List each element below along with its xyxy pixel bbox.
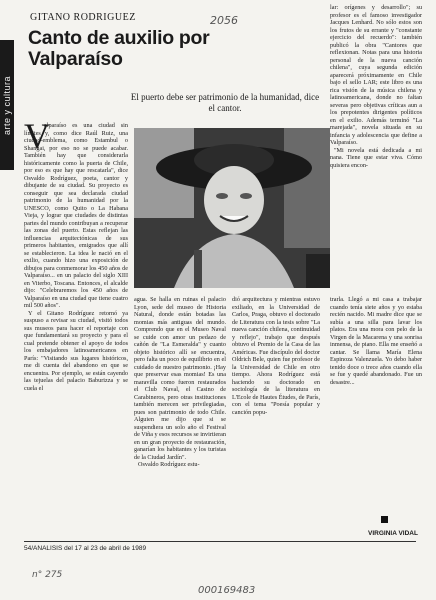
end-of-article-mark [381, 516, 388, 523]
article-column-4-top [330, 4, 422, 256]
section-tab-label: arte y cultura [2, 75, 12, 135]
article-column-3-bottom [232, 296, 320, 528]
portrait-photo-illustration [134, 128, 330, 288]
article-column-2 [134, 296, 226, 528]
col1-para-2: Y el Gitano Rodríguez retornó ya suspuso a revisar su ciudad, visitó todos sus museos para hacer el reportaje con que fundamentará su proyecto y para el cual pretende obtener el apoyo de todos los embajadores latinoamericanos en París: "Visitando sus lugares históricos, me di cuenta del abandono en que se encuentra. Por ejemplo, se están cayendo las tejuelas del palacio Baburizza y se cuela el [24, 309, 128, 392]
article-column-1 [24, 122, 128, 527]
portrait-photo [134, 128, 330, 288]
article-subtitle: El puerto debe ser patrimonio de la humanidad, dice el cantor. [130, 92, 320, 113]
article-column-4-bottom [330, 296, 422, 522]
handwritten-note-bottom-left: n° 275 [32, 570, 63, 580]
handwritten-note-top: 2056 [210, 14, 238, 27]
col2-para-1: agua. Se halla en ruinas el palacio Lyon, sede del museo de Historia Natural, donde están botadas las momias más antiguas del mundo. Comprendo que en el Museo Naval se cuide con amor un pedazo de cañón de "La Esmeralda" y cuanto objeto histórico allí se encuentra, pero falta un poco de equilibrio en el cuidado de nuestro patrimonio. ¡Hay que preservar esas momias! Es una maravilla como fueron restaurados el Club Naval, el Casino de Carabineros, pero otras instituciones también merecen ser privilegiadas, pues son patrimonio de todo Chile. Alguien me dijo que si se suspendiera un solo año el Festival de Viña y esos recursos se invirtieran en un gran proyecto de restauración, ganarían los habitantes y los turistas de la Ciudad Jardín". [134, 296, 226, 461]
footer-divider [24, 541, 416, 542]
col1-para-1: alparaíso es una ciudad sin límites y, como dice Raúl Ruiz, una ciudad-emblema, como Estambul o Shangai, por eso no se puede acabar. También hay que considerarla históricamente como la puerta de Chile, por eso es que hay que rescatarla", dice Osvaldo Rodríguez, poeta, cantor y dibujante de su ciudad. Su proyecto es conseguir que sea declarada ciudad patrimonio de la humanidad por la UNESCO, como Quito o La Habana Vieja, y lograr que ciudades de distintas partes del mundo contribuyan a recuperar las zonas del puerto. Estas reflejan las influencias arquitectónicas de sus primeros habitantes, emigrados que allí se establecieron. La idea le nació en el exilio, cuando hizo una exposición de dibujos para conmemorar los 450 años de Valparaíso... en un palacio del siglo XIII en Viterbo, Toscana. Entonces, el alcalde dijo: "Celebraremos los 450 años de Valparaíso en una ciudad que tiene cuatro mil 500 años". [24, 122, 128, 309]
article-title: Canto de auxilio por Valparaíso [28, 27, 210, 70]
section-tab [0, 40, 14, 170]
col2-para-2: Osvaldo Rodríguez estu- [138, 461, 200, 468]
col4-para-1: lar: orígenes y desarrollo"; su profesor es el famoso investigador Jacques Lenhard. No sólo estos son los frutos de su errante y "constante ejercicio del recuerdo": también publicó la obra "Cantores que reflexionan. Notas para una historia personal de la nueva canción chilena", cuya segunda edición aparecerá próximamente en Chile bajo el sello LAR; este libro es una rica visión de la música chilena y latinoamericana, donde no faltan severas pero objetivas críticas aun a los prepotentes dirigentes políticos en el exilio. Además terminó "La marejada", novela situada en su infancia y adolescencia que define a Valparaíso. [330, 4, 422, 146]
col3-para-1: dió arquitectura y mientras estuvo exiliado, en la Universidad de Carlos, Praga, obtuvo el doctorado de Literatura con la tesis sobre "La nueva canción chilena, continuidad y reflejo", trabajo que después obtuvo el Premio de la Casa de las Américas. Fue discípulo del doctor Oldrich Bele, quien fue profesor de la Universidad de Chile en otro tiempo. Ahora Rodríguez está haciendo su doctorado en sociología de la literatura en L'Ecole de Hautes Études, de París, con el tema "Poesía popular y canción popu- [232, 296, 320, 416]
byline: GITANO RODRIGUEZ [30, 12, 136, 23]
col4-para-2: "Mi novela está dedicada a mi nana. Tiene que estar viva. Cómo quisiera encon- [330, 146, 422, 169]
handwritten-note-bottom-mid: 000169483 [198, 585, 256, 596]
publication-source: 54/ANALISIS del 17 al 23 de abril de 1989 [24, 545, 147, 552]
author-credit: VIRGINIA VIDAL [368, 530, 418, 537]
drop-cap: V [24, 116, 50, 156]
col4b-para-1: trarla. Llegó a mi casa a trabajar cuando tenía siete años y yo estaba recién nacido. Mi madre dice que se subía a una silla para lavar los platos. Era una mora con pelo de la Virgen de la Macarena y una sonrisa inmensa, de piano. Ella me enseñó a cantar. Se llama María Elena Espinoza Valenzuela. Yo debo haber tenido doce o trece años cuando ella se fue y quedé abandonado. Fue un desastre... [330, 296, 422, 386]
